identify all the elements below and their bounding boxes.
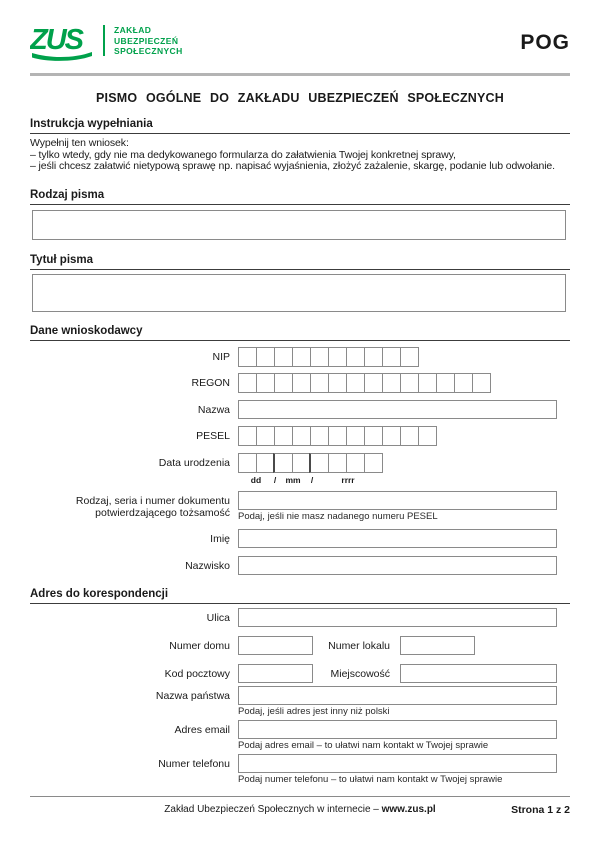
pesel-label: PESEL	[196, 429, 230, 442]
country-hint: Podaj, jeśli adres jest inny niż polski	[238, 705, 390, 717]
birth-date-input[interactable]	[238, 453, 558, 473]
email-hint: Podaj adres email – to ułatwi nam kontakt w Twojej sprawie	[238, 739, 489, 751]
country-input[interactable]	[238, 686, 557, 705]
form-header	[30, 23, 570, 63]
first-name-input[interactable]	[238, 529, 557, 548]
instructions-bullet: – tylko wtedy, gdy nie ma dedykowanego formularza do załatwienia Twojej konkretnej sprawy,	[30, 148, 456, 161]
logo-text-line: UBEZPIECZEŃ	[114, 35, 179, 46]
phone-input[interactable]	[238, 754, 557, 773]
form-code: POG	[520, 31, 570, 54]
field-row-nip	[30, 347, 570, 367]
field-row-email	[30, 720, 570, 751]
logo-text-line: ZAKŁAD	[114, 25, 152, 35]
regon-input[interactable]	[238, 373, 558, 393]
instructions-text	[30, 138, 570, 173]
section-heading-instructions: Instrukcja wypełniania	[30, 118, 570, 134]
footer-text-prefix: Zakład Ubezpieczeń Społecznych w internecie –	[164, 804, 382, 815]
postcode-label: Kod pocztowy	[164, 667, 230, 680]
id-document-hint: Podaj, jeśli nie masz nadanego numeru PESEL	[238, 510, 438, 522]
flat-number-label: Numer lokalu	[328, 639, 390, 652]
phone-hint: Podaj numer telefonu – to ułatwi nam kontakt w Twojej sprawie	[238, 773, 503, 785]
page-number: Strona 1 z 2	[511, 804, 570, 816]
section-heading-address: Adres do korespondencji	[30, 588, 570, 604]
phone-label: Numer telefonu	[158, 757, 230, 770]
postcode-input[interactable]	[238, 664, 313, 683]
field-row-nazwa	[30, 400, 570, 419]
date-sublabel-slash: /	[310, 474, 314, 485]
logo-text	[114, 23, 183, 57]
field-row-first-name	[30, 529, 570, 548]
field-row-house-flat	[30, 636, 570, 655]
country-label: Nazwa państwa	[155, 689, 230, 702]
document-title-input[interactable]	[32, 274, 566, 312]
date-sublabel-dd: dd	[250, 474, 262, 485]
logo-divider	[103, 25, 105, 56]
svg-text:ZUS: ZUS	[30, 24, 82, 56]
field-row-birth-date	[30, 453, 570, 486]
field-row-postcode-city	[30, 664, 570, 683]
footer-text	[30, 797, 570, 815]
header-separator	[30, 73, 570, 76]
nip-label: NIP	[212, 350, 230, 363]
flat-number-input[interactable]	[400, 636, 475, 655]
birth-date-format-hint	[238, 475, 384, 486]
house-number-input[interactable]	[238, 636, 313, 655]
page-title: PISMO OGÓLNE DO ZAKŁADU UBEZPIECZEŃ SPOŁECZNYCH	[95, 91, 505, 105]
field-row-street	[30, 608, 570, 627]
nazwa-input[interactable]	[238, 400, 557, 419]
date-sublabel-mm: mm	[285, 474, 301, 485]
field-row-regon	[30, 373, 570, 393]
field-row-country	[30, 686, 570, 717]
field-row-id-document	[30, 491, 570, 522]
footer-website: www.zus.pl	[381, 804, 436, 815]
instructions-bullet: – jeśli chcesz załatwić nietypową sprawę np. napisać wyjaśnienia, złożyć zażalenie, skargę, podanie lub odwołanie.	[30, 160, 555, 172]
pesel-input[interactable]	[238, 426, 558, 446]
birth-date-label: Data urodzenia	[158, 456, 230, 469]
last-name-label: Nazwisko	[185, 559, 230, 572]
nazwa-label: Nazwa	[197, 403, 230, 416]
document-type-input[interactable]	[32, 210, 566, 240]
page-footer	[30, 796, 570, 815]
date-sublabel-slash: /	[273, 474, 277, 485]
field-row-last-name	[30, 556, 570, 575]
last-name-input[interactable]	[238, 556, 557, 575]
field-row-pesel	[30, 426, 570, 446]
form-page	[30, 0, 570, 785]
email-input[interactable]	[238, 720, 557, 739]
zus-logo	[30, 23, 183, 63]
first-name-label: Imię	[210, 532, 230, 545]
section-heading-document-title: Tytuł pisma	[30, 254, 570, 270]
street-input[interactable]	[238, 608, 557, 627]
section-heading-applicant: Dane wnioskodawcy	[30, 325, 570, 341]
house-number-label: Numer domu	[169, 639, 230, 652]
street-label: Ulica	[206, 611, 230, 624]
zus-logo-icon	[30, 23, 94, 63]
logo-text-line: SPOŁECZNYCH	[114, 46, 183, 56]
regon-label: REGON	[191, 376, 230, 389]
nip-input[interactable]	[238, 347, 558, 367]
section-heading-document-type: Rodzaj pisma	[30, 189, 570, 205]
city-label: Miejscowość	[330, 667, 390, 680]
field-row-phone	[30, 754, 570, 785]
email-label: Adres email	[174, 723, 230, 736]
instructions-intro: Wypełnij ten wniosek:	[30, 137, 129, 149]
date-sublabel-rrrr: rrrr	[341, 474, 355, 485]
city-input[interactable]	[400, 664, 557, 683]
id-document-input[interactable]	[238, 491, 557, 510]
id-document-label: Rodzaj, seria i numer dokumentu potwierdzającego tożsamość	[75, 494, 230, 519]
